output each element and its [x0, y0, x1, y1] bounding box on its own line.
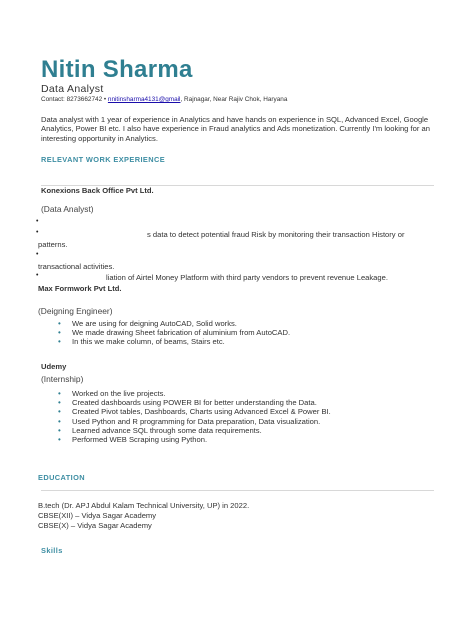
section-divider — [41, 490, 434, 491]
summary-paragraph: Data analyst with 1 year of experience in Analytics and have hands on experience in SQL, Advanced Excel, Google Analytics, Power BI etc. I also have experience in Fraud analytics and Ads monetization. Currently I'm looking for an interesting opportunity in Analytics. — [41, 115, 430, 143]
job1-company: Konexions Back Office Pvt Ltd. — [41, 186, 154, 195]
email-link[interactable]: nnitinsharma4131@gmail — [107, 96, 181, 103]
job2-bullets — [58, 319, 290, 347]
list-item: • Used Python and R programming for Data preparation, Data visualization. — [58, 417, 331, 426]
candidate-title: Data Analyst — [41, 83, 104, 95]
job1-line2: transactional activities. — [38, 262, 115, 271]
job2-role: (Deigning Engineer) — [38, 306, 113, 316]
experience-heading: RELEVANT WORK EXPERIENCE — [41, 155, 166, 164]
list-item: • In this we make column, of beams, Stairs etc. — [58, 337, 290, 346]
list-item: • Created dashboards using POWER BI for better understanding the Data. — [58, 398, 331, 407]
job1-line3: liation of Airtel Money Platform with third party vendors to prevent revenue Leakage. — [106, 273, 388, 282]
job3-role: (Internship) — [41, 374, 84, 384]
job1-line1-cont: patterns. — [38, 240, 68, 249]
bullet-dot: • — [36, 229, 39, 236]
contact-line — [41, 96, 287, 103]
job3-company: Udemy — [41, 362, 67, 371]
bullet-dot: • — [36, 218, 39, 225]
education-line: CBSE(XII) – Vidya Sagar Academy — [38, 511, 157, 520]
bullet-dot: • — [36, 251, 39, 258]
job3-bullets — [58, 389, 331, 444]
education-line: B.tech (Dr. APJ Abdul Kalam Technical University, UP) in 2022. — [38, 501, 250, 510]
candidate-name: Nitin Sharma — [41, 56, 193, 83]
list-item: • Created Pivot tables, Dashboards, Charts using Advanced Excel & Power BI. — [58, 407, 331, 416]
education-heading: EDUCATION — [38, 473, 85, 482]
bullet-dot: • — [36, 272, 39, 279]
list-item: • Performed WEB Scraping using Python. — [58, 435, 331, 444]
contact-address: , Rajnagar, Near Rajiv Chok, Haryana — [180, 96, 288, 103]
list-item: • Learned advance SQL through some data requirements. — [58, 426, 331, 435]
skills-heading: Skills — [41, 546, 63, 555]
job1-role: (Data Analyst) — [41, 204, 94, 214]
list-item: • We made drawing Sheet fabrication of aluminium from AutoCAD. — [58, 328, 290, 337]
contact-prefix: Contact: 8273662742 • — [41, 96, 108, 103]
job1-line1: s data to detect potential fraud Risk by monitoring their transaction History or — [147, 230, 405, 239]
education-line: CBSE(X) – Vidya Sagar Academy — [38, 521, 152, 530]
list-item: • Worked on the live projects. — [58, 389, 331, 398]
list-item: • We are using for deigning AutoCAD, Solid works. — [58, 319, 290, 328]
job2-company: Max Formwork Pvt Ltd. — [38, 284, 122, 293]
